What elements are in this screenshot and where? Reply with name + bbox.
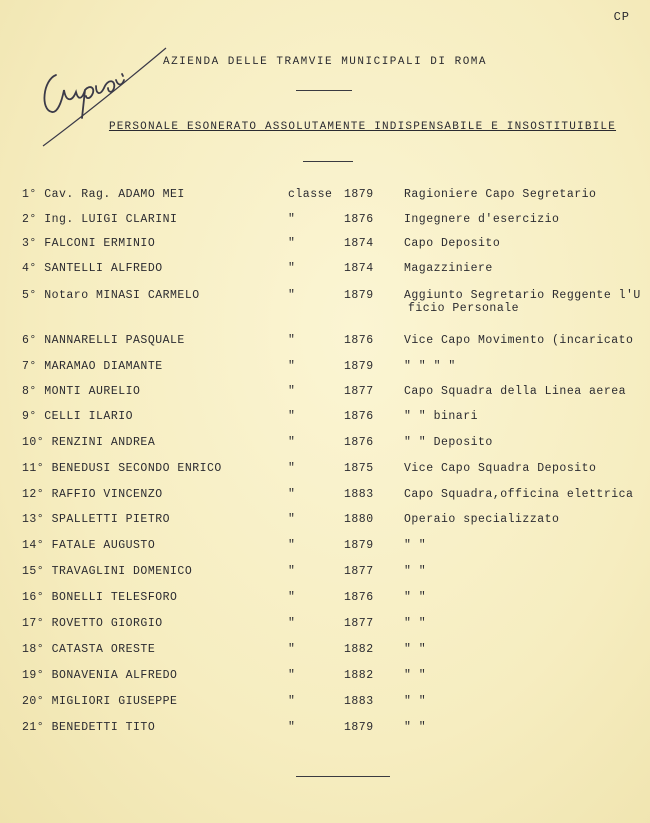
job-role: Vice Capo Movimento (incaricato: [404, 334, 634, 347]
personnel-name: 6° NANNARELLI PASQUALE: [22, 334, 185, 347]
classe-label: ": [288, 385, 296, 398]
job-role: Capo Squadra della Linea aerea: [404, 385, 627, 398]
job-role: Capo Squadra,officina elettrica: [404, 488, 634, 501]
document-subtitle: PERSONALE ESONERATO ASSOLUTAMENTE INDISPENSABILE E INSOSTITUIBILE: [108, 121, 617, 133]
title-divider: [296, 90, 352, 91]
personnel-name: 7° MARAMAO DIAMANTE: [22, 360, 163, 373]
birth-year: 1883: [344, 695, 374, 708]
birth-year: 1879: [344, 289, 374, 302]
birth-year: 1882: [344, 669, 374, 682]
closing-divider: [296, 776, 390, 777]
classe-label: ": [288, 334, 296, 347]
classe-label: ": [288, 591, 296, 604]
classe-label: ": [288, 488, 296, 501]
classe-label: ": [288, 617, 296, 630]
personnel-name: 3° FALCONI ERMINIO: [22, 237, 156, 250]
classe-label: ": [288, 643, 296, 656]
birth-year: 1876: [344, 591, 374, 604]
birth-year: 1879: [344, 188, 374, 201]
corner-code: CP: [613, 10, 630, 24]
personnel-name: 1° Cav. Rag. ADAMO MEI: [22, 188, 185, 201]
birth-year: 1876: [344, 334, 374, 347]
birth-year: 1883: [344, 488, 374, 501]
job-role: " ": [404, 721, 427, 734]
classe-label: classe: [288, 188, 333, 201]
classe-label: ": [288, 721, 296, 734]
personnel-name: 19° BONAVENIA ALFREDO: [22, 669, 178, 682]
personnel-name: 8° MONTI AURELIO: [22, 385, 141, 398]
birth-year: 1877: [344, 385, 374, 398]
job-role: Ragioniere Capo Segretario: [404, 188, 597, 201]
birth-year: 1877: [344, 617, 374, 630]
classe-label: ": [288, 695, 296, 708]
job-role: " " " ": [404, 360, 456, 373]
job-role: Vice Capo Squadra Deposito: [404, 462, 597, 475]
birth-year: 1882: [344, 643, 374, 656]
job-role: Aggiunto Segretario Reggente l'U: [404, 289, 641, 302]
job-role: " ": [404, 643, 427, 656]
birth-year: 1876: [344, 213, 374, 226]
personnel-name: 20° MIGLIORI GIUSEPPE: [22, 695, 178, 708]
job-role: " ": [404, 565, 427, 578]
birth-year: 1879: [344, 360, 374, 373]
classe-label: ": [288, 669, 296, 682]
job-role: " " binari: [404, 410, 479, 423]
job-role: " ": [404, 669, 427, 682]
personnel-name: 13° SPALLETTI PIETRO: [22, 513, 171, 526]
classe-label: ": [288, 289, 296, 302]
job-role: " ": [404, 591, 427, 604]
job-role: Magazziniere: [404, 262, 493, 275]
classe-label: ": [288, 513, 296, 526]
job-role: Ingegnere d'esercizio: [404, 213, 560, 226]
classe-label: ": [288, 213, 296, 226]
birth-year: 1879: [344, 539, 374, 552]
personnel-name: 15° TRAVAGLINI DOMENICO: [22, 565, 193, 578]
personnel-name: 4° SANTELLI ALFREDO: [22, 262, 163, 275]
job-role-continued: ficio Personale: [408, 302, 520, 315]
classe-label: ": [288, 360, 296, 373]
classe-label: ": [288, 539, 296, 552]
personnel-name: 11° BENEDUSI SECONDO ENRICO: [22, 462, 222, 475]
job-role: " ": [404, 617, 427, 630]
classe-label: ": [288, 436, 296, 449]
personnel-name: 12° RAFFIO VINCENZO: [22, 488, 163, 501]
birth-year: 1876: [344, 436, 374, 449]
job-role: " ": [404, 695, 427, 708]
personnel-name: 2° Ing. LUIGI CLARINI: [22, 213, 178, 226]
birth-year: 1880: [344, 513, 374, 526]
birth-year: 1876: [344, 410, 374, 423]
personnel-name: 5° Notaro MINASI CARMELO: [22, 289, 200, 302]
classe-label: ": [288, 462, 296, 475]
classe-label: ": [288, 262, 296, 275]
birth-year: 1877: [344, 565, 374, 578]
classe-label: ": [288, 410, 296, 423]
classe-label: ": [288, 237, 296, 250]
personnel-name: 9° CELLI ILARIO: [22, 410, 134, 423]
birth-year: 1875: [344, 462, 374, 475]
job-role: Operaio specializzato: [404, 513, 560, 526]
birth-year: 1879: [344, 721, 374, 734]
birth-year: 1874: [344, 262, 374, 275]
job-role: " ": [404, 539, 427, 552]
document-title: AZIENDA DELLE TRAMVIE MUNICIPALI DI ROMA: [162, 56, 488, 68]
personnel-name: 16° BONELLI TELESFORO: [22, 591, 178, 604]
birth-year: 1874: [344, 237, 374, 250]
personnel-name: 10° RENZINI ANDREA: [22, 436, 156, 449]
classe-label: ": [288, 565, 296, 578]
subtitle-divider: [303, 161, 353, 162]
personnel-name: 21° BENEDETTI TITO: [22, 721, 156, 734]
job-role: Capo Deposito: [404, 237, 501, 250]
personnel-name: 17° ROVETTO GIORGIO: [22, 617, 163, 630]
personnel-name: 18° CATASTA ORESTE: [22, 643, 156, 656]
job-role: " " Deposito: [404, 436, 493, 449]
personnel-name: 14° FATALE AUGUSTO: [22, 539, 156, 552]
